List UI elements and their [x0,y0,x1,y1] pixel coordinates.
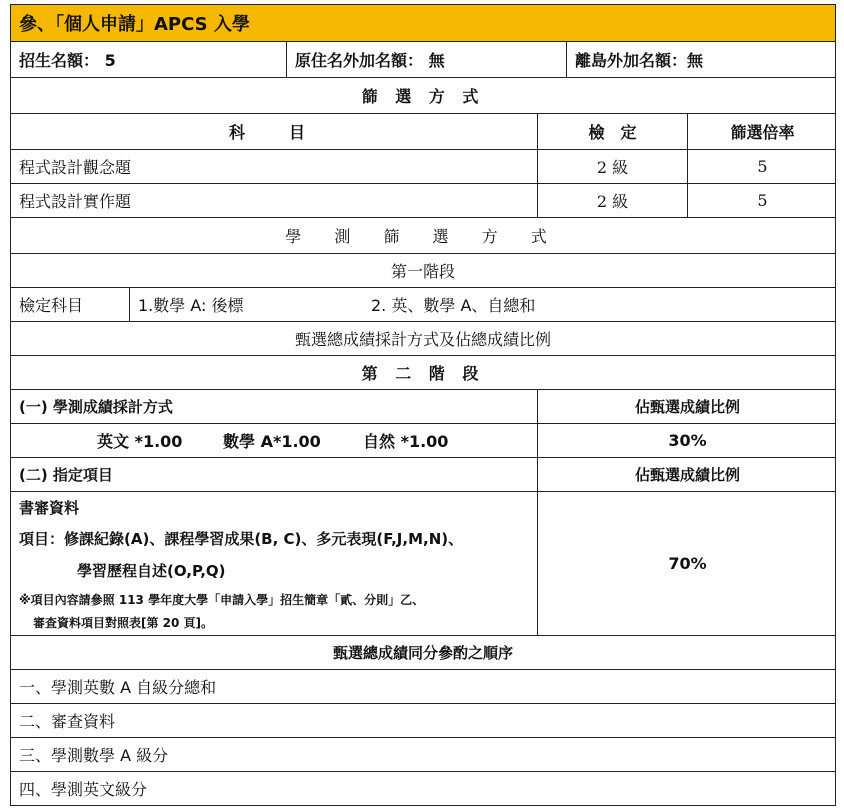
calc-header-row [10,322,836,356]
doc-title: 書審資料 [19,499,80,517]
indigenous-quota: 原住名外加名額： 無 [286,42,566,77]
doc-note-line1: ※項目內容請參照 113 學年度大學「申請入學」招生簡章「貳、分則」乙、 [19,593,425,607]
doc-items-line1: 項目：修課紀錄(A)、課程學習成果(B, C)、多元表現(F,J,M,N)、 [19,530,464,548]
check-subject-label: 檢定科目 [19,296,84,315]
screening-header-row [10,78,836,114]
part1-values-row [10,424,836,458]
screening-columns [10,114,836,150]
document-review-cell [11,492,537,635]
level-value: 2 級 [537,184,687,217]
stage1-label: 第一階段 [390,262,455,281]
science-weight: 自然 *1.00 [363,432,449,451]
col-subject: 科 目 [228,123,319,142]
part1-label: (一) 學測成績採計方式 [19,398,173,416]
part1-ratio: 30% [537,424,837,457]
tiebreak-header: 甄選總成績同分參酌之順序 [332,644,513,662]
part2-ratio-header: 佔甄選成績比例 [537,458,837,491]
screening-row [10,150,836,184]
part2-label: (二) 指定項目 [19,466,113,484]
list-item [10,738,836,772]
stage1-row [10,254,836,288]
english-weight: 英文 *1.00 [97,432,183,451]
offshore-quota: 離島外加名額：無 [566,42,837,77]
stage2-label: 第 二 階 段 [361,364,485,383]
tiebreak-item: 二、審查資料 [19,712,116,731]
check-subjects-row [10,288,836,322]
col-level: 檢 定 [537,114,687,149]
stage2-row [10,356,836,390]
math-weight: 數學 A*1.00 [223,432,321,451]
part2-body-row [10,492,836,636]
page-title: 參、「個人申請」APCS 入學 [19,14,250,35]
ratio-value: 5 [687,150,837,183]
list-item [10,670,836,704]
gsat-header: 學 測 篩 選 方 式 [285,227,561,246]
level-value: 2 級 [537,150,687,183]
list-item [10,704,836,738]
subject-name: 程式設計觀念題 [19,158,132,177]
part1-ratio-header: 佔甄選成績比例 [537,390,837,423]
part2-ratio: 70% [537,492,837,635]
subject-name: 程式設計實作題 [19,192,132,211]
tiebreak-item: 四、學測英文級分 [19,780,148,799]
doc-items-line2: 學習歷程自述(O,P,Q) [77,562,226,580]
gsat-header-row [10,218,836,254]
title-bar [10,4,836,42]
col-ratio: 篩選倍率 [687,114,837,149]
general-quota: 招生名額： 5 [19,51,116,70]
check-item-1: 1.數學 A: 後標 [129,288,359,321]
part1-header-row [10,390,836,424]
list-item [10,772,836,806]
screening-header: 篩 選 方 式 [361,87,485,106]
calc-header: 甄選總成績採計方式及佔總成績比例 [294,330,551,349]
tiebreak-header-row [10,636,836,670]
tiebreak-item: 一、學測英數 A 自級分總和 [19,678,217,697]
doc-note-line2: 審查資料項目對照表[第 20 頁]。 [33,616,214,630]
quota-row [10,42,836,78]
part2-header-row [10,458,836,492]
tiebreak-item: 三、學測數學 A 級分 [19,746,169,765]
screening-row [10,184,836,218]
ratio-value: 5 [687,184,837,217]
check-item-2: 2. 英、數學 A、自總和 [371,296,536,315]
